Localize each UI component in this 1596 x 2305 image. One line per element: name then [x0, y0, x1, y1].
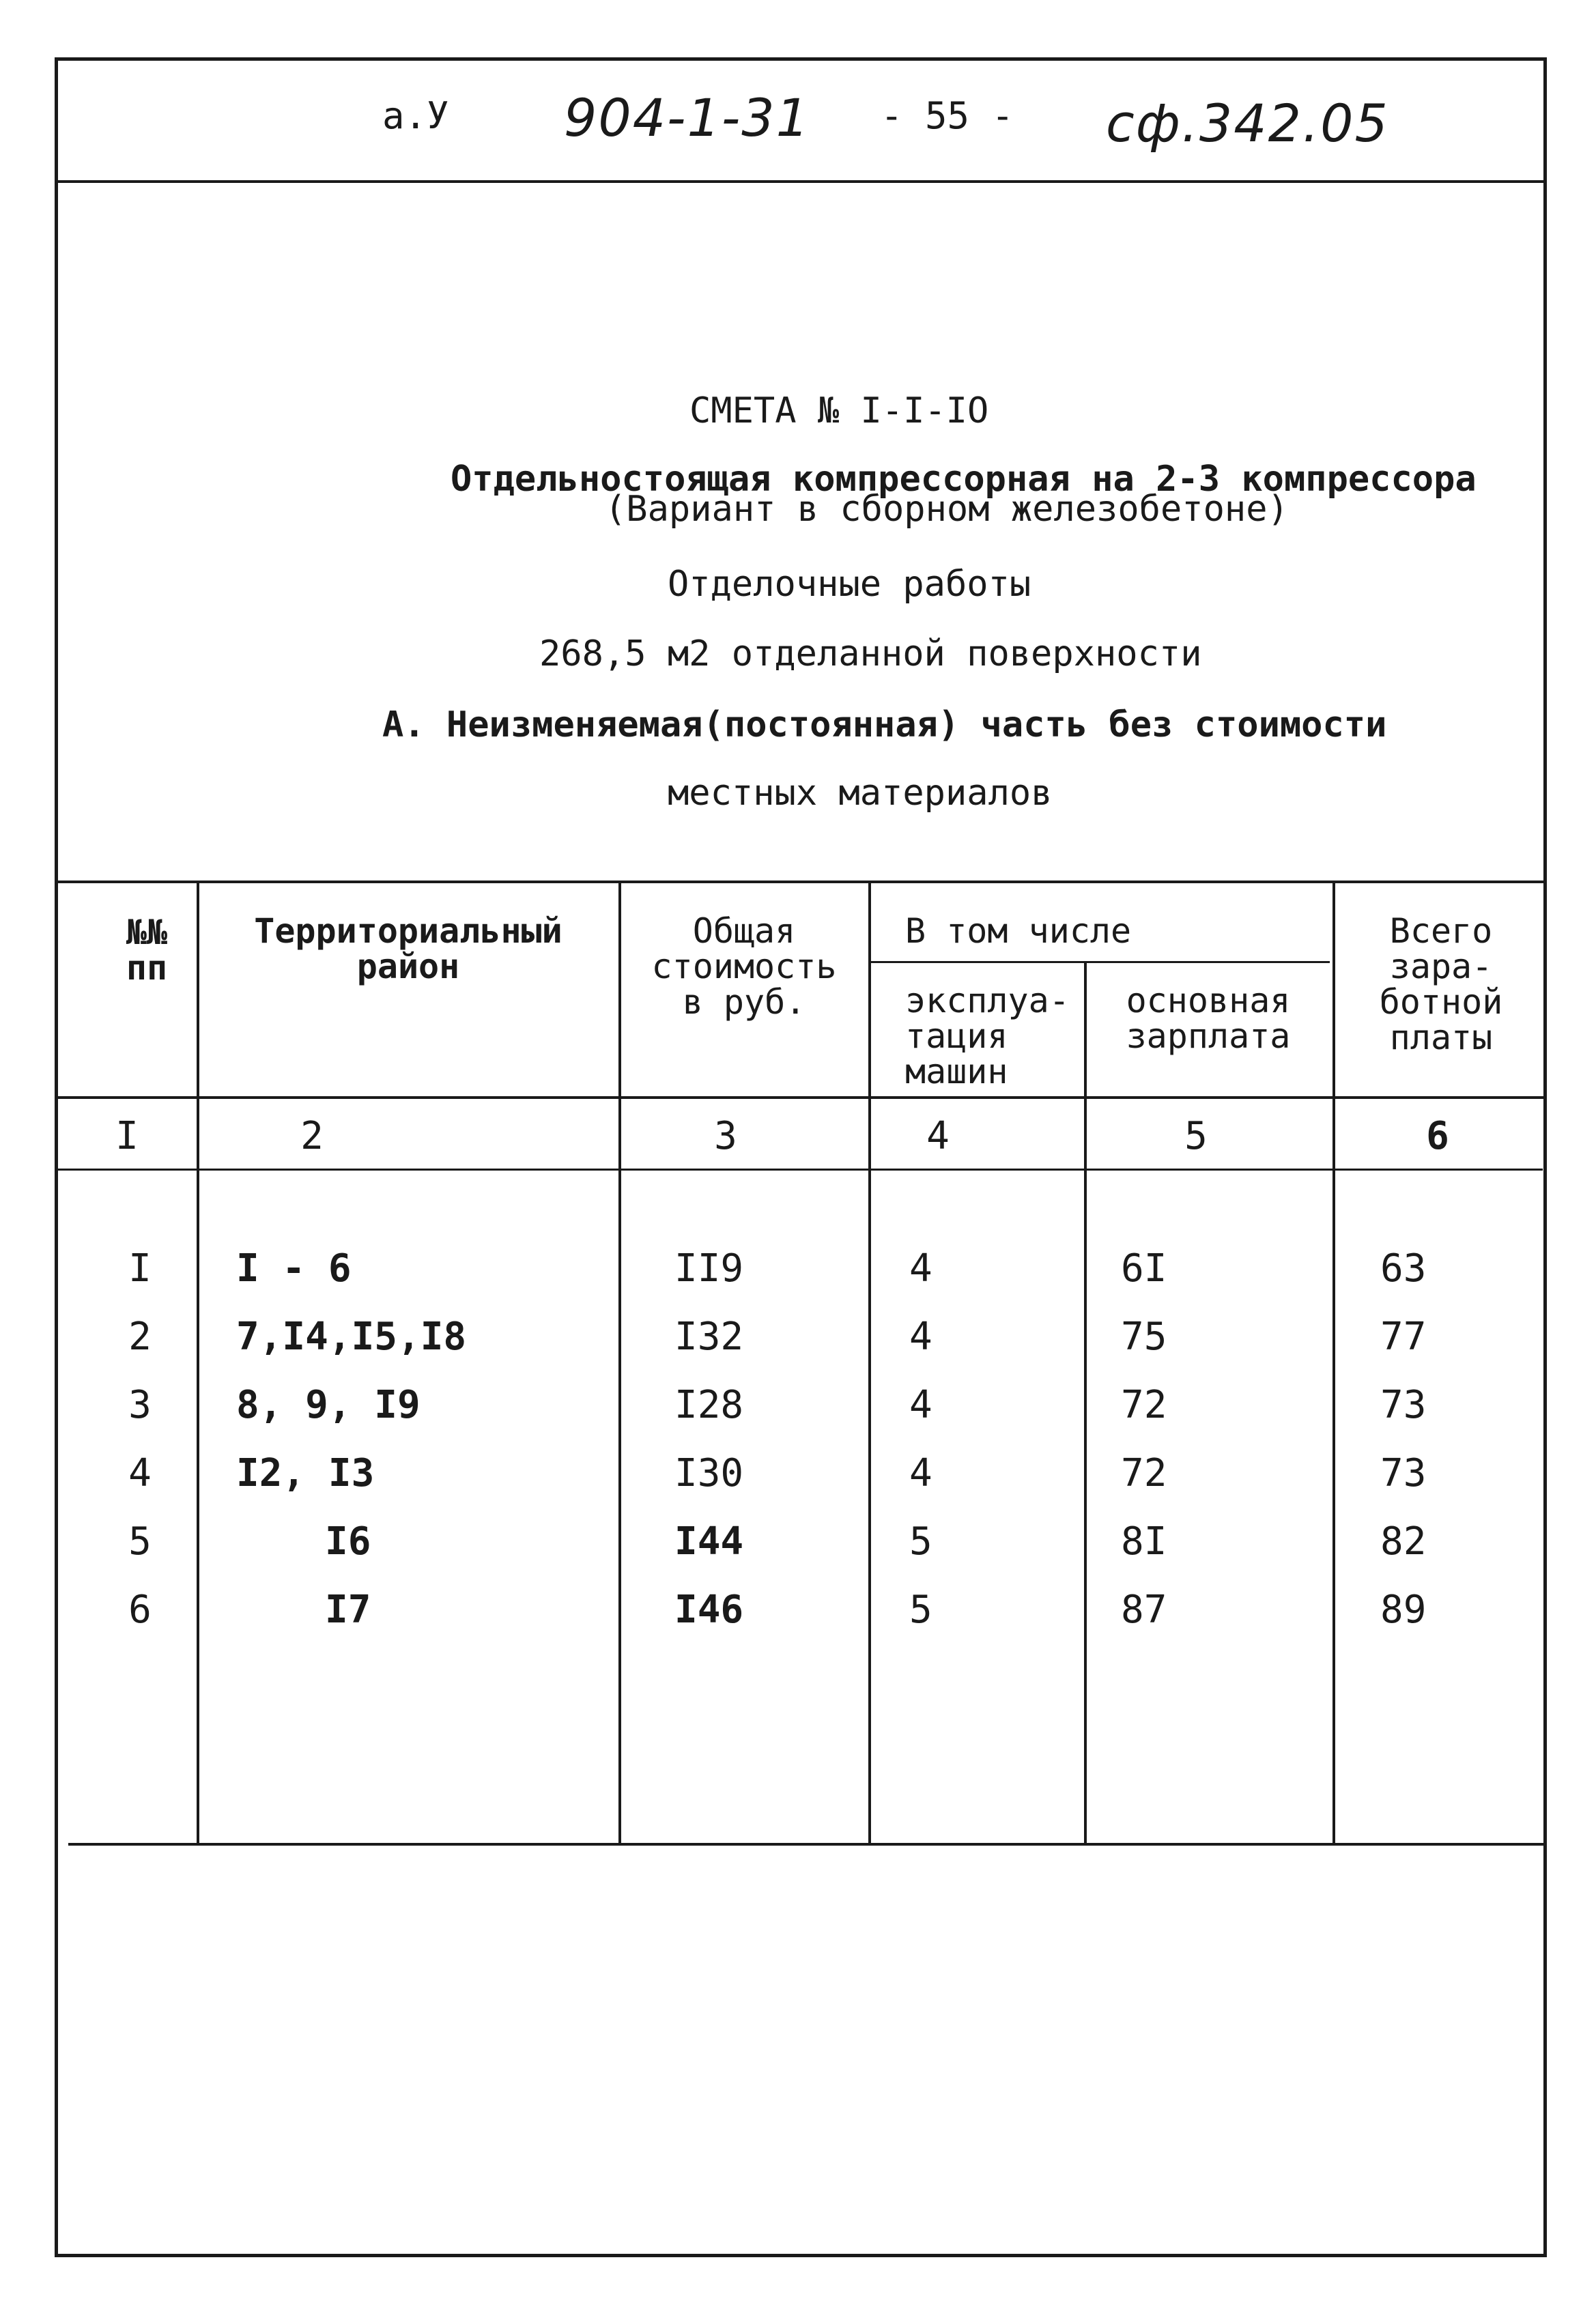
document-code: сф.342.05	[1106, 93, 1389, 154]
cell-wage-total: 73	[1380, 1451, 1427, 1495]
cell-region: I - 6	[236, 1246, 352, 1291]
object-name-line2: (Вариант в сборном железобетоне)	[605, 489, 1289, 530]
column-divider-4	[1084, 961, 1087, 1843]
column-number: 4	[926, 1114, 950, 1158]
work-type: Отделочные работы	[668, 564, 1031, 605]
column-divider-1	[197, 881, 199, 1843]
table-bottom-border	[68, 1843, 1547, 1846]
cell-machine-operation: 4	[909, 1383, 932, 1427]
header-group-including: В том числе	[905, 911, 1132, 951]
column-number: I	[115, 1114, 139, 1158]
cell-region: I6	[325, 1519, 371, 1564]
cell-base-salary: 6I	[1121, 1246, 1167, 1291]
header-machine-operation: эксплуа- тация машин	[905, 981, 1070, 1091]
cell-wage-total: 77	[1380, 1315, 1427, 1359]
part-title-line1: А. Неизменяемая(постоянная) часть без стоимости	[382, 704, 1387, 745]
header-wage-total: Всего зара- ботной платы	[1379, 911, 1503, 1057]
estimate-number: СМЕТА № I-I-IO	[689, 390, 989, 431]
cell-row-number: I	[128, 1246, 152, 1291]
cell-machine-operation: 4	[909, 1451, 932, 1495]
cell-wage-total: 89	[1380, 1588, 1427, 1632]
cell-total-cost: I46	[674, 1588, 744, 1632]
cell-machine-operation: 4	[909, 1246, 932, 1291]
cell-row-number: 2	[128, 1315, 152, 1359]
cell-base-salary: 72	[1121, 1451, 1167, 1495]
column-number: 5	[1184, 1114, 1208, 1158]
cell-total-cost: I28	[674, 1383, 744, 1427]
cell-row-number: 4	[128, 1451, 152, 1495]
measure-unit: 268,5 м2 отделанной поверхности	[539, 633, 1202, 674]
header-bottom-border	[55, 1096, 1547, 1099]
column-divider-2	[618, 881, 621, 1843]
column-number: 3	[714, 1114, 737, 1158]
cell-total-cost: I30	[674, 1451, 744, 1495]
cell-region: I2, I3	[236, 1451, 375, 1495]
header-base-salary: основная зарплата	[1126, 981, 1291, 1056]
cell-wage-total: 82	[1380, 1519, 1427, 1564]
cell-total-cost: I44	[674, 1519, 744, 1564]
cell-total-cost: I32	[674, 1315, 744, 1359]
cell-base-salary: 72	[1121, 1383, 1167, 1427]
column-divider-3	[868, 881, 871, 1843]
cell-row-number: 3	[128, 1383, 152, 1427]
sheet-code: а.У	[382, 94, 449, 137]
object-name-line1: Отдельностоящая компрессорная на 2-3 компрессора	[451, 459, 1477, 500]
cell-region: I7	[325, 1588, 371, 1632]
header-region: Территориальный район	[254, 911, 562, 986]
cell-row-number: 6	[128, 1588, 152, 1632]
cell-region: 7,I4,I5,I8	[236, 1315, 467, 1359]
cell-base-salary: 87	[1121, 1588, 1167, 1632]
cell-base-salary: 75	[1121, 1315, 1167, 1359]
cell-machine-operation: 5	[909, 1588, 932, 1632]
group-header-divider	[871, 961, 1330, 963]
column-numbers-border	[55, 1169, 1543, 1171]
column-number: 2	[300, 1114, 324, 1158]
cell-wage-total: 73	[1380, 1383, 1427, 1427]
cell-wage-total: 63	[1380, 1246, 1427, 1291]
part-title-line2: местных материалов	[668, 773, 1053, 814]
cell-region: 8, 9, I9	[236, 1383, 421, 1427]
header-total-cost: Общая стоимость в руб.	[651, 911, 837, 1022]
cell-row-number: 5	[128, 1519, 152, 1564]
page-number: - 55 -	[881, 94, 1014, 137]
cell-machine-operation: 4	[909, 1315, 932, 1359]
column-number: 6	[1426, 1114, 1449, 1158]
cell-base-salary: 8I	[1121, 1519, 1167, 1564]
cell-machine-operation: 5	[909, 1519, 932, 1564]
header-divider	[55, 180, 1547, 183]
cell-total-cost: II9	[674, 1246, 744, 1291]
table-top-border	[55, 881, 1547, 883]
header-row-number: №№ пп	[126, 913, 168, 988]
project-number: 904-1-31	[564, 87, 810, 148]
